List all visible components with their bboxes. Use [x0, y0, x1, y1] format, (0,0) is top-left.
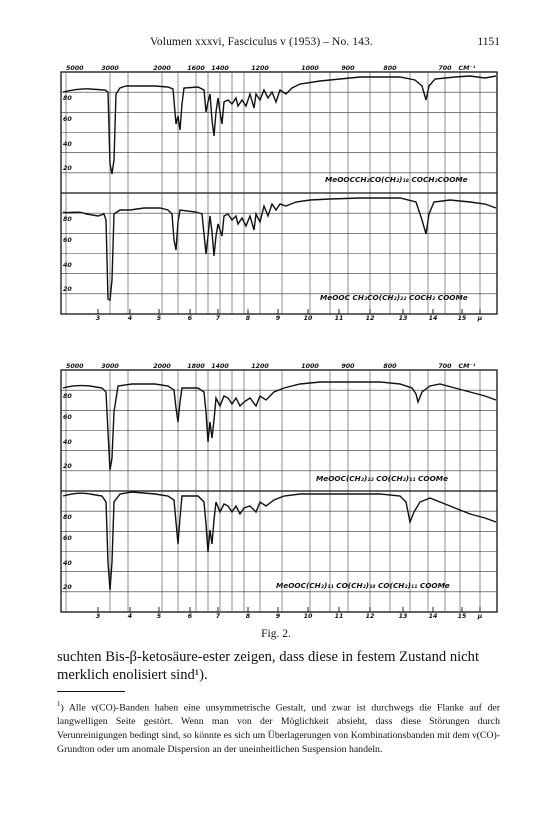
bottom-axis-labels [96, 613, 483, 620]
top-axis-labels [66, 363, 476, 370]
y-axis-label: 20 [63, 165, 72, 172]
panel-grid [61, 72, 497, 314]
y-axis-label: 60 [63, 535, 72, 542]
bottom-axis-label: 15 [457, 315, 467, 322]
bottom-axis-label: μ [477, 315, 483, 322]
panel-grid [61, 370, 497, 612]
top-axis-label: 1200 [251, 363, 269, 370]
compound-formula-4: MeOOC(CH₂)₁₁ CO(CH₂)₁₈ CO(CH₂)₁₁ COOMe [276, 581, 450, 590]
bottom-axis-label: 8 [245, 613, 251, 620]
top-axis-label: 1600 [187, 65, 205, 72]
y-axis-label: 80 [63, 514, 72, 521]
top-axis-label: 2000 [153, 65, 171, 72]
body-paragraph: suchten Bis-β-ketosäure-ester zeigen, dass diese in festem Zustand nicht merklich enolisiert sind¹). [57, 649, 480, 683]
top-axis-label: 3000 [101, 363, 119, 370]
bottom-axis-label: 14 [428, 315, 438, 322]
top-axis-label: 1000 [301, 65, 319, 72]
bottom-axis-label: 13 [398, 613, 408, 620]
bottom-axis-label: 8 [245, 315, 251, 322]
y-axis-label: 20 [63, 286, 72, 293]
figure-caption: Fig. 2. [261, 628, 291, 640]
left-axis-labels [63, 95, 72, 293]
bottom-axis-label: 4 [127, 613, 133, 620]
y-axis-label: 20 [63, 463, 72, 470]
y-axis-label: 80 [63, 393, 72, 400]
bottom-axis-label: 11 [334, 613, 344, 620]
bottom-axis-label: 6 [187, 613, 193, 620]
bottom-axis-label: 10 [303, 315, 313, 322]
bottom-axis-label: 15 [457, 613, 467, 620]
top-axis-label: 3000 [101, 65, 119, 72]
bottom-axis-label: 9 [275, 613, 281, 620]
footnote [57, 697, 500, 757]
top-axis-labels [66, 65, 476, 72]
top-axis-label: CM⁻¹ [458, 65, 476, 72]
footnote-text: ) Alle ν(CO)-Banden haben eine unsymmetrische Gestalt, und zwar ist durchwegs die Flanke auf der langwelligen Seite gestört. Wenn man von der Möglichkeit absieht, dass diese Störungen durch Verunreinigungen bedingt sind, so könnte es sich um Überlagerungen von Kombinationsbanden mit dem ν(CO)-Grundton oder um anomale Dispersion an der uneinheitlichen Suspension handeln. [57, 702, 500, 756]
top-axis-label: 5000 [66, 65, 84, 72]
compound-formula-2: MeOOC CH₂CO(CH₂)₂₂ COCH₂ COOMe [320, 293, 468, 302]
top-axis-label: 2000 [153, 363, 171, 370]
y-axis-label: 60 [63, 237, 72, 244]
y-axis-label: 80 [63, 216, 72, 223]
left-axis-labels [63, 393, 72, 591]
y-axis-label: 40 [63, 262, 72, 269]
page-number: 1151 [477, 36, 500, 48]
y-axis-label: 40 [63, 560, 72, 567]
journal-title: Volumen xxxvi, Fasciculus v (1953) – No. 143. [150, 36, 373, 48]
footnote-marker: 1 [57, 700, 61, 708]
bottom-axis-label: 10 [303, 613, 313, 620]
top-axis-label: 1000 [301, 363, 319, 370]
bottom-axis-label: 12 [365, 613, 375, 620]
top-axis-label: 1200 [251, 65, 269, 72]
top-axis-label: 1400 [211, 363, 229, 370]
top-axis-label: 5000 [66, 363, 84, 370]
compound-formula-1: MeOOCCH₂CO(CH₂)₁₈ COCH₂COOMe [325, 175, 468, 184]
y-axis-label: 40 [63, 439, 72, 446]
top-axis-label: 900 [341, 65, 355, 72]
top-axis-label: 1800 [187, 363, 205, 370]
top-axis-label: 800 [383, 65, 397, 72]
top-axis-label: 700 [438, 65, 452, 72]
footnote-separator [57, 691, 125, 692]
bottom-axis-label: 3 [95, 315, 101, 322]
running-header [0, 36, 552, 52]
bottom-axis-label: 14 [428, 613, 438, 620]
top-axis-label: 700 [438, 363, 452, 370]
bottom-axis-label: 13 [398, 315, 408, 322]
y-axis-label: 60 [63, 414, 72, 421]
bottom-axis-label: 12 [365, 315, 375, 322]
bottom-axis-label: 6 [187, 315, 193, 322]
ir-spectrum-panel-2 [60, 362, 498, 620]
top-axis-label: CM⁻¹ [458, 363, 476, 370]
ir-spectrum-panel-1 [60, 64, 498, 322]
bottom-axis-label: μ [477, 613, 483, 620]
bottom-axis-label: 7 [215, 613, 221, 620]
y-axis-label: 20 [63, 584, 72, 591]
bottom-axis-label: 5 [156, 613, 162, 620]
top-axis-label: 1400 [211, 65, 229, 72]
top-axis-label: 900 [341, 363, 355, 370]
bottom-axis-label: 5 [156, 315, 162, 322]
compound-formula-3: MeOOC(CH₂)₂₂ CO(CH₂)₁₁ COOMe [316, 474, 449, 483]
bottom-axis-label: 9 [275, 315, 281, 322]
top-axis-label: 800 [383, 363, 397, 370]
y-axis-label: 60 [63, 116, 72, 123]
bottom-axis-label: 7 [215, 315, 221, 322]
bottom-axis-label: 11 [334, 315, 344, 322]
bottom-axis-labels [96, 315, 483, 322]
bottom-axis-label: 3 [95, 613, 101, 620]
bottom-axis-label: 4 [127, 315, 133, 322]
y-axis-label: 40 [63, 141, 72, 148]
y-axis-label: 80 [63, 95, 72, 102]
